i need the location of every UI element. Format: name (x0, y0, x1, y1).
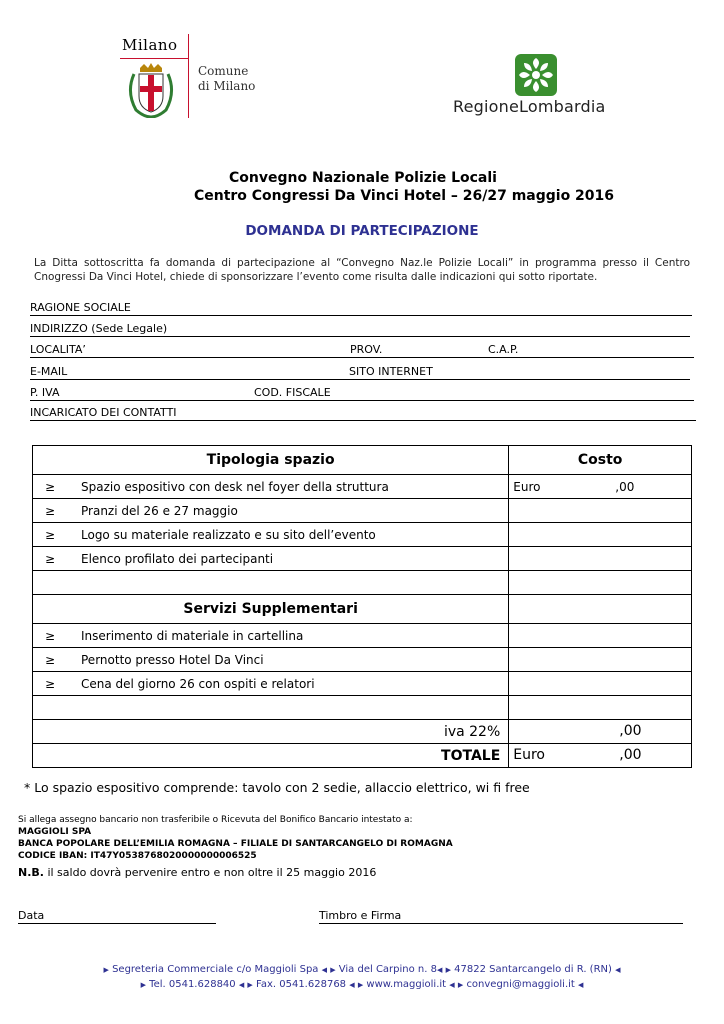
table-header-row (33, 446, 692, 475)
totale-label: TOTALE (33, 744, 509, 768)
bank-iban: CODICE IBAN: IT47Y0538768020000000006525 (18, 851, 257, 861)
totale-currency: Euro (513, 747, 545, 763)
item-label: Spazio espositivo con desk nel foyer della struttura (81, 479, 389, 494)
incaricato-label: INCARICATO DEI CONTATTI (30, 406, 177, 419)
bank-company: MAGGIOLI SPA (18, 827, 92, 837)
table-row (33, 624, 692, 648)
arrow-left-icon: ◀ (449, 981, 455, 989)
arrow-right-icon: ▶ (140, 981, 146, 989)
cost-cell[interactable] (509, 475, 692, 499)
footer-fax: Fax. 0541.628768 (256, 979, 347, 990)
arrow-left-icon: ◀ (578, 981, 584, 989)
bullet-symbol: ≥ (45, 503, 56, 518)
bank-info (18, 814, 453, 862)
data-field[interactable] (18, 909, 216, 924)
cost-decimals: ,00 (615, 480, 635, 494)
footer-address: Via del Carpino n. 8 (338, 964, 437, 975)
iva-row (33, 720, 692, 744)
arrow-left-icon: ◀ (238, 981, 245, 989)
totale-row (33, 744, 692, 768)
arrow-left-icon: ◀ (615, 966, 621, 974)
ragione-sociale-label: RAGIONE SOCIALE (30, 301, 131, 314)
footer-segreteria: Segreteria Commerciale c/o Maggioli Spa (112, 964, 319, 975)
footer-tel: Tel. 0541.628840 (149, 979, 236, 990)
milano-logo-divider (120, 58, 188, 59)
iva-value: ,00 (619, 723, 642, 739)
header-costo: Costo (509, 446, 692, 475)
servizi-header-row (33, 595, 692, 624)
footer-email-link[interactable]: convegni@maggioli.it (466, 979, 575, 990)
bank-name: BANCA POPOLARE DELL’EMILIA ROMAGNA – FILIALE DI SANTARCANGELO DI ROMAGNA (18, 839, 453, 849)
item-label: Logo su materiale realizzato e su sito dell’evento (81, 527, 376, 542)
prov-label: PROV. (350, 343, 383, 356)
comune-line2: di Milano (198, 79, 256, 93)
timbro-firma-label: Timbro e Firma (319, 909, 402, 922)
regione-lombardia-text: RegioneLombardia (453, 97, 606, 116)
piva-label: P. IVA (30, 386, 60, 399)
bank-intro: Si allega assegno bancario non trasferibile o Ricevuta del Bonifico Bancario intestato a: (18, 815, 413, 825)
piva-field[interactable] (30, 386, 694, 401)
cap-label: C.A.P. (488, 343, 519, 356)
table-row (33, 547, 692, 571)
cost-cell[interactable] (509, 624, 692, 648)
servizi-title: Servizi Supplementari (33, 595, 509, 624)
table-row-empty (33, 571, 692, 595)
item-label: Cena del giorno 26 con ospiti e relatori (81, 676, 315, 691)
event-title: Convegno Nazionale Polizie Locali (229, 170, 497, 186)
regione-lombardia-logo-icon (515, 54, 557, 96)
iva-cost-cell[interactable] (509, 720, 692, 744)
header-tipologia: Tipologia spazio (33, 446, 509, 475)
arrow-right-icon: ▶ (103, 966, 109, 974)
nb-note (18, 866, 376, 879)
localita-label: LOCALITA’ (30, 343, 86, 356)
milano-logo-vertical-divider (188, 34, 189, 118)
cost-cell[interactable] (509, 696, 692, 720)
item-label: Pernotto presso Hotel Da Vinci (81, 652, 264, 667)
cost-cell[interactable] (509, 499, 692, 523)
cod-fiscale-label: COD. FISCALE (254, 386, 331, 399)
table-row (33, 672, 692, 696)
email-label: E-MAIL (30, 365, 68, 378)
iva-label: iva 22% (33, 720, 509, 744)
localita-field[interactable] (30, 343, 694, 358)
table-row (33, 499, 692, 523)
spazio-note: * Lo spazio espositivo comprende: tavolo con 2 sedie, allaccio elettrico, wi fi free (24, 780, 530, 795)
ragione-sociale-field[interactable] (30, 301, 692, 316)
item-label: Elenco profilato dei partecipanti (81, 551, 274, 566)
comune-di-milano-text (198, 64, 255, 94)
sito-internet-label: SITO INTERNET (349, 365, 433, 378)
bullet-symbol: ≥ (45, 628, 56, 643)
cost-cell[interactable] (509, 571, 692, 595)
arrow-right-icon: ▶ (457, 981, 464, 989)
arrow-right-icon: ▶ (445, 966, 451, 974)
milano-crest-icon (124, 62, 178, 118)
indirizzo-field[interactable] (30, 322, 690, 337)
item-label: Inserimento di materiale in cartellina (81, 628, 304, 643)
totale-cost-cell[interactable] (509, 744, 692, 768)
table-row (33, 648, 692, 672)
arrow-left-icon: ◀ (349, 981, 355, 989)
indirizzo-label: INDIRIZZO (Sede Legale) (30, 322, 168, 335)
incaricato-field[interactable] (30, 406, 696, 421)
comune-line1: Comune (198, 64, 249, 78)
bullet-symbol: ≥ (45, 652, 56, 667)
bullet-symbol: ≥ (45, 676, 56, 691)
footer-line2 (0, 979, 724, 990)
intro-paragraph: La Ditta sottoscritta fa domanda di partecipazione al “Convegno Naz.le Polizie Locali” in programma presso il Centro Cnogressi Da Vinci Hotel, chiede di sponsorizzare l’evento come risulta dalle indicazioni qui sotto riportate. (34, 257, 690, 283)
arrow-left-icon: ◀ (436, 966, 443, 974)
bullet-symbol: ≥ (45, 551, 56, 566)
cost-currency: Euro (513, 480, 541, 494)
cost-cell[interactable] (509, 648, 692, 672)
arrow-right-icon: ▶ (357, 981, 364, 989)
table-row (33, 475, 692, 499)
totale-value: ,00 (619, 747, 642, 763)
form-subtitle: DOMANDA DI PARTECIPAZIONE (245, 223, 479, 239)
cost-cell[interactable] (509, 672, 692, 696)
timbro-firma-field[interactable] (319, 909, 683, 924)
cost-cell[interactable] (509, 523, 692, 547)
arrow-right-icon: ▶ (330, 966, 336, 974)
data-label: Data (18, 909, 45, 922)
table-row (33, 523, 692, 547)
bullet-symbol: ≥ (45, 527, 56, 542)
table-row-empty (33, 696, 692, 720)
bullet-symbol: ≥ (45, 479, 56, 494)
milano-logo-text: Milano (122, 36, 178, 54)
cost-cell[interactable] (509, 547, 692, 571)
footer-city: 47822 Santarcangelo di R. (RN) (454, 964, 612, 975)
footer-website-link[interactable]: www.maggioli.it (366, 979, 447, 990)
arrow-right-icon: ▶ (247, 981, 253, 989)
arrow-left-icon: ◀ (321, 966, 328, 974)
event-venue-date: Centro Congressi Da Vinci Hotel – 26/27 maggio 2016 (193, 188, 615, 204)
spazio-costo-table (32, 445, 692, 768)
nb-text: il saldo dovrà pervenire entro e non oltre il 25 maggio 2016 (43, 866, 377, 879)
nb-label: N.B. (18, 866, 44, 879)
email-field[interactable] (30, 365, 690, 380)
footer-line1 (0, 964, 724, 975)
item-label: Pranzi del 26 e 27 maggio (81, 503, 238, 518)
